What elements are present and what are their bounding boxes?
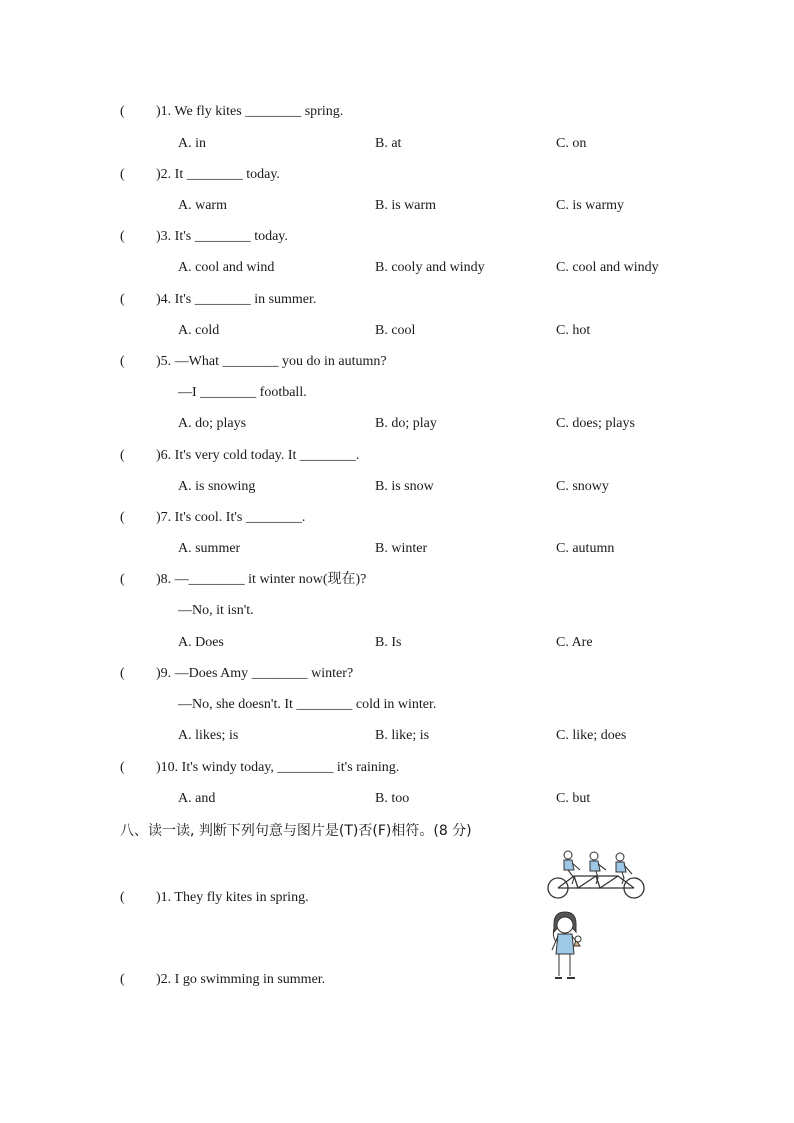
option-b[interactable]: B. do; play xyxy=(375,416,437,431)
question-6 xyxy=(120,447,359,465)
question-number: )10. xyxy=(156,760,179,775)
option-a[interactable]: A. and xyxy=(178,791,216,806)
option-b[interactable]: B. at xyxy=(375,136,402,151)
option-a[interactable]: A. in xyxy=(178,136,206,151)
question-2 xyxy=(120,166,280,184)
question-stem-line-2: —No, she doesn't. It ________ cold in winter. xyxy=(178,697,437,712)
option-c[interactable]: C. snowy xyxy=(556,479,609,494)
option-a[interactable]: A. summer xyxy=(178,541,241,556)
question-number: )3. xyxy=(156,229,172,244)
question-5 xyxy=(120,353,387,371)
question-1 xyxy=(120,103,343,121)
question-stem: It's ________ in summer. xyxy=(174,292,317,307)
option-b[interactable]: B. cool xyxy=(375,323,416,338)
question-stem: —What ________ you do in autumn? xyxy=(174,354,387,369)
option-b[interactable]: B. too xyxy=(375,791,410,806)
option-c[interactable]: C. hot xyxy=(556,323,591,338)
option-a[interactable]: A. Does xyxy=(178,635,224,650)
question-stem-line-2: —I ________ football. xyxy=(178,385,307,400)
option-c[interactable]: C. is warmy xyxy=(556,198,625,213)
question-number: )1. xyxy=(156,104,172,119)
question-stem: —________ it winter now(现在)? xyxy=(174,572,367,587)
section-8-heading: 八、读一读, 判断下列句意与图片是(T)否(F)相符。(8 分) xyxy=(120,823,472,839)
question-number: )1. xyxy=(156,890,172,905)
option-b[interactable]: B. winter xyxy=(375,541,428,556)
question-stem: We fly kites ________ spring. xyxy=(174,104,344,119)
answer-bracket[interactable]: ( xyxy=(120,167,125,182)
question-4 xyxy=(120,291,316,309)
option-c[interactable]: C. like; does xyxy=(556,728,627,743)
answer-bracket[interactable]: ( xyxy=(120,760,125,775)
option-a[interactable]: A. cold xyxy=(178,323,220,338)
option-b[interactable]: B. cooly and windy xyxy=(375,260,485,275)
judge-item-2 xyxy=(120,971,325,989)
answer-bracket[interactable]: ( xyxy=(120,972,125,987)
judge-statement: They fly kites in spring. xyxy=(174,890,309,905)
question-7 xyxy=(120,509,305,527)
answer-bracket[interactable]: ( xyxy=(120,229,125,244)
option-b[interactable]: B. like; is xyxy=(375,728,430,743)
question-stem: —Does Amy ________ winter? xyxy=(174,666,354,681)
option-a[interactable]: A. do; plays xyxy=(178,416,247,431)
answer-bracket[interactable]: ( xyxy=(120,510,125,525)
question-stem: It's cool. It's ________. xyxy=(174,510,306,525)
judge-statement: I go swimming in summer. xyxy=(174,972,326,987)
option-c[interactable]: C. does; plays xyxy=(556,416,635,431)
question-number: )5. xyxy=(156,354,172,369)
answer-bracket[interactable]: ( xyxy=(120,890,125,905)
option-a[interactable]: A. warm xyxy=(178,198,227,213)
question-8 xyxy=(120,571,366,589)
question-number: )8. xyxy=(156,572,172,587)
answer-bracket[interactable]: ( xyxy=(120,354,125,369)
answer-bracket[interactable]: ( xyxy=(120,572,125,587)
answer-bracket[interactable]: ( xyxy=(120,666,125,681)
option-c[interactable]: C. cool and windy xyxy=(556,260,659,275)
question-stem: It's very cold today. It ________. xyxy=(174,448,360,463)
question-number: )2. xyxy=(156,167,172,182)
girl-ice-cream-picture xyxy=(546,910,588,984)
question-stem: It's ________ today. xyxy=(174,229,288,244)
option-c[interactable]: C. autumn xyxy=(556,541,615,556)
answer-bracket[interactable]: ( xyxy=(120,292,125,307)
judge-item-1 xyxy=(120,889,309,907)
question-stem-line-2: —No, it isn't. xyxy=(178,603,254,618)
question-number: )4. xyxy=(156,292,172,307)
question-stem: It's windy today, ________ it's raining. xyxy=(181,760,400,775)
question-number: )9. xyxy=(156,666,172,681)
question-stem: It ________ today. xyxy=(174,167,280,182)
answer-bracket[interactable]: ( xyxy=(120,104,125,119)
option-c[interactable]: C. on xyxy=(556,136,587,151)
option-a[interactable]: A. likes; is xyxy=(178,728,239,743)
question-9 xyxy=(120,665,353,683)
question-number: )7. xyxy=(156,510,172,525)
question-3 xyxy=(120,228,288,246)
answer-bracket[interactable]: ( xyxy=(120,448,125,463)
question-number: )6. xyxy=(156,448,172,463)
question-10 xyxy=(120,759,399,777)
tandem-bicycle-picture xyxy=(544,848,648,900)
question-number: )2. xyxy=(156,972,172,987)
option-b[interactable]: B. is warm xyxy=(375,198,437,213)
option-c[interactable]: C. but xyxy=(556,791,591,806)
option-b[interactable]: B. is snow xyxy=(375,479,434,494)
option-a[interactable]: A. cool and wind xyxy=(178,260,275,275)
option-b[interactable]: B. Is xyxy=(375,635,402,650)
option-c[interactable]: C. Are xyxy=(556,635,593,650)
option-a[interactable]: A. is snowing xyxy=(178,479,256,494)
